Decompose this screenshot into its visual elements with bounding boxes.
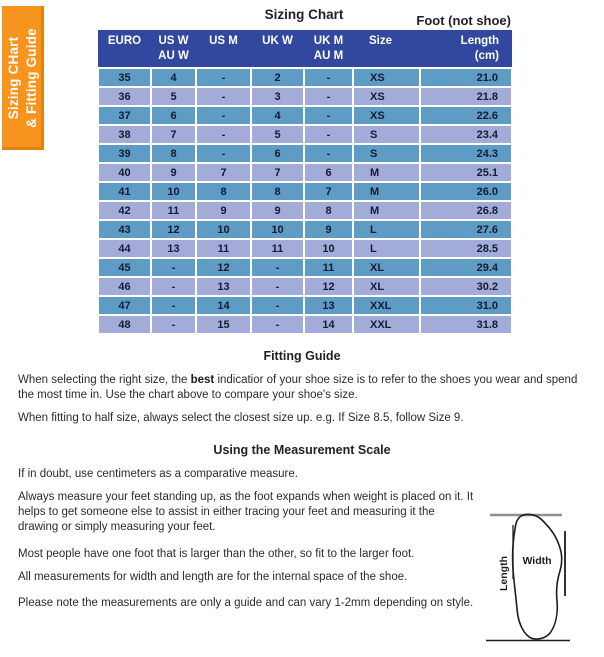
table-cell: XXL (353, 296, 420, 315)
table-cell: - (151, 296, 196, 315)
table-cell: 9 (151, 163, 196, 182)
table-cell: 6 (251, 144, 304, 163)
table-cell: 26.0 (420, 182, 512, 201)
col-header-size (353, 30, 420, 68)
table-cell: 11 (151, 201, 196, 220)
table-cell: 36 (98, 87, 151, 106)
table-cell: L (353, 220, 420, 239)
table-row (98, 87, 512, 106)
table-row (98, 106, 512, 125)
table-cell: XL (353, 258, 420, 277)
foot-diagram (486, 503, 604, 653)
table-cell: 6 (304, 163, 353, 182)
table-cell: 7 (304, 182, 353, 201)
table-cell: 22.6 (420, 106, 512, 125)
table-cell: 31.8 (420, 315, 512, 334)
table-cell: XS (353, 87, 420, 106)
table-cell: 9 (251, 201, 304, 220)
table-row (98, 239, 512, 258)
table-cell: M (353, 182, 420, 201)
table-cell: - (196, 68, 251, 87)
header-line2: AU M (313, 50, 344, 62)
table-cell: - (196, 87, 251, 106)
sidebar-tab-line2: & Fitting Guide (24, 28, 39, 128)
table-cell: - (304, 144, 353, 163)
table-cell: 9 (304, 220, 353, 239)
table-cell: 43 (98, 220, 151, 239)
table-cell: 14 (196, 296, 251, 315)
table-cell: 8 (304, 201, 353, 220)
table-cell: 10 (251, 220, 304, 239)
col-header-uk-m (304, 30, 353, 68)
fitting-p1-text-after: indicatior of your shoe size is to refer to the shoes you wear and spend the most time in. Use the chart above to compare your shoe's size. (18, 374, 578, 401)
table-cell: 28.5 (420, 239, 512, 258)
table-cell: 37 (98, 106, 151, 125)
table-cell: 13 (304, 296, 353, 315)
table-cell: 2 (251, 68, 304, 87)
table-cell: - (251, 277, 304, 296)
table-cell: 25.1 (420, 163, 512, 182)
header-line1: US W (158, 35, 189, 47)
table-row (98, 277, 512, 296)
page-title: Sizing Chart (264, 7, 344, 22)
table-cell: 23.4 (420, 125, 512, 144)
table-cell: 7 (251, 163, 304, 182)
table-row (98, 68, 512, 87)
length-label: Length (498, 556, 510, 591)
table-cell: - (196, 106, 251, 125)
table-row (98, 220, 512, 239)
table-cell: - (304, 68, 353, 87)
fitting-paragraph-1 (18, 373, 596, 403)
header-line1: US M (209, 35, 238, 47)
sidebar-tab (2, 6, 44, 150)
sidebar-tab-line1: Sizing CHart (6, 36, 21, 120)
fitting-p1-text-before: When selecting the right size, the (18, 374, 191, 386)
table-cell: M (353, 201, 420, 220)
table-row (98, 125, 512, 144)
measure-paragraph-3: Most people have one foot that is larger than the other, so fit to the larger foot. (18, 548, 415, 560)
table-cell: 26.8 (420, 201, 512, 220)
table-cell: 31.0 (420, 296, 512, 315)
table-cell: 6 (151, 106, 196, 125)
table-cell: 10 (151, 182, 196, 201)
table-cell: 10 (196, 220, 251, 239)
header-line1: UK W (262, 35, 293, 47)
table-cell: 9 (196, 201, 251, 220)
table-cell: 11 (251, 239, 304, 258)
header-line1: UK M (313, 35, 344, 47)
table-cell: 8 (251, 182, 304, 201)
table-cell: L (353, 239, 420, 258)
sizing-table-body (98, 68, 512, 334)
col-header-euro (98, 30, 151, 68)
header-line2: (cm) (474, 50, 499, 62)
table-cell: XS (353, 68, 420, 87)
table-cell: 46 (98, 277, 151, 296)
table-cell: 24.3 (420, 144, 512, 163)
table-cell: 12 (304, 277, 353, 296)
table-cell: 8 (151, 144, 196, 163)
table-cell: S (353, 144, 420, 163)
sizing-table (97, 30, 513, 335)
table-cell: 42 (98, 201, 151, 220)
table-cell: 5 (251, 125, 304, 144)
foot-not-shoe-label: Foot (not shoe) (416, 13, 511, 28)
header-line2: AU W (158, 50, 189, 62)
header-line1: Size (369, 35, 393, 47)
table-cell: 7 (196, 163, 251, 182)
table-cell: 35 (98, 68, 151, 87)
table-row (98, 163, 512, 182)
header-line1: Length (460, 35, 499, 47)
table-cell: 12 (151, 220, 196, 239)
table-cell: 14 (304, 315, 353, 334)
table-row (98, 144, 512, 163)
table-cell: 45 (98, 258, 151, 277)
table-header-row (98, 30, 512, 68)
measure-paragraph-2: Always measure your feet standing up, as the foot expands when weight is placed on it. It helps to get someone else to assist in either tracing your feet and measuring it the drawing or simply measuring your feet. (18, 491, 474, 533)
table-cell: - (304, 106, 353, 125)
table-cell: 5 (151, 87, 196, 106)
table-cell: - (304, 87, 353, 106)
table-cell: 15 (196, 315, 251, 334)
table-cell: 39 (98, 144, 151, 163)
table-cell: - (151, 258, 196, 277)
table-cell: 10 (304, 239, 353, 258)
measure-paragraph-1: If in doubt, use centimeters as a comparative measure. (18, 468, 298, 480)
table-cell: 13 (151, 239, 196, 258)
table-row (98, 201, 512, 220)
fitting-guide-heading: Fitting Guide (263, 349, 341, 363)
table-cell: 21.8 (420, 87, 512, 106)
measure-paragraph-4: All measurements for width and length are for the internal space of the shoe. (18, 571, 408, 583)
table-cell: 38 (98, 125, 151, 144)
table-cell: 11 (196, 239, 251, 258)
table-row (98, 315, 512, 334)
table-cell: - (151, 315, 196, 334)
table-cell: 21.0 (420, 68, 512, 87)
col-header-length (420, 30, 512, 68)
col-header-us-w (151, 30, 196, 68)
table-cell: 12 (196, 258, 251, 277)
measure-paragraph-5: Please note the measurements are only a guide and can vary 1-2mm depending on style. (18, 597, 474, 609)
table-cell: 7 (151, 125, 196, 144)
table-cell: 40 (98, 163, 151, 182)
table-cell: 29.4 (420, 258, 512, 277)
table-cell: 4 (251, 106, 304, 125)
table-row (98, 258, 512, 277)
col-header-uk-w (251, 30, 304, 68)
foot-outline (513, 514, 562, 639)
table-cell: 30.2 (420, 277, 512, 296)
header-line1: EURO (107, 35, 142, 47)
table-cell: XXL (353, 315, 420, 334)
sidebar-tab-label (5, 6, 41, 150)
table-cell: - (251, 315, 304, 334)
table-cell: 8 (196, 182, 251, 201)
table-cell: - (251, 296, 304, 315)
table-cell: - (196, 125, 251, 144)
table-cell: 13 (196, 277, 251, 296)
table-row (98, 182, 512, 201)
fitting-p1-bold-word: best (190, 374, 215, 386)
table-cell: 11 (304, 258, 353, 277)
col-header-us-m (196, 30, 251, 68)
table-cell: - (304, 125, 353, 144)
table-cell: M (353, 163, 420, 182)
table-cell: XS (353, 106, 420, 125)
table-cell: - (251, 258, 304, 277)
table-cell: 44 (98, 239, 151, 258)
table-cell: 48 (98, 315, 151, 334)
table-cell: 47 (98, 296, 151, 315)
table-cell: - (151, 277, 196, 296)
table-row (98, 296, 512, 315)
table-cell: 4 (151, 68, 196, 87)
table-cell: - (196, 144, 251, 163)
table-cell: XL (353, 277, 420, 296)
width-label: Width (522, 555, 552, 567)
measurement-scale-heading: Using the Measurement Scale (213, 443, 391, 457)
fitting-paragraph-2: When fitting to half size, always select the closest size up. e.g. If Size 8.5, follow Size 9. (18, 412, 464, 424)
table-cell: S (353, 125, 420, 144)
table-cell: 41 (98, 182, 151, 201)
table-cell: 3 (251, 87, 304, 106)
table-cell: 27.6 (420, 220, 512, 239)
